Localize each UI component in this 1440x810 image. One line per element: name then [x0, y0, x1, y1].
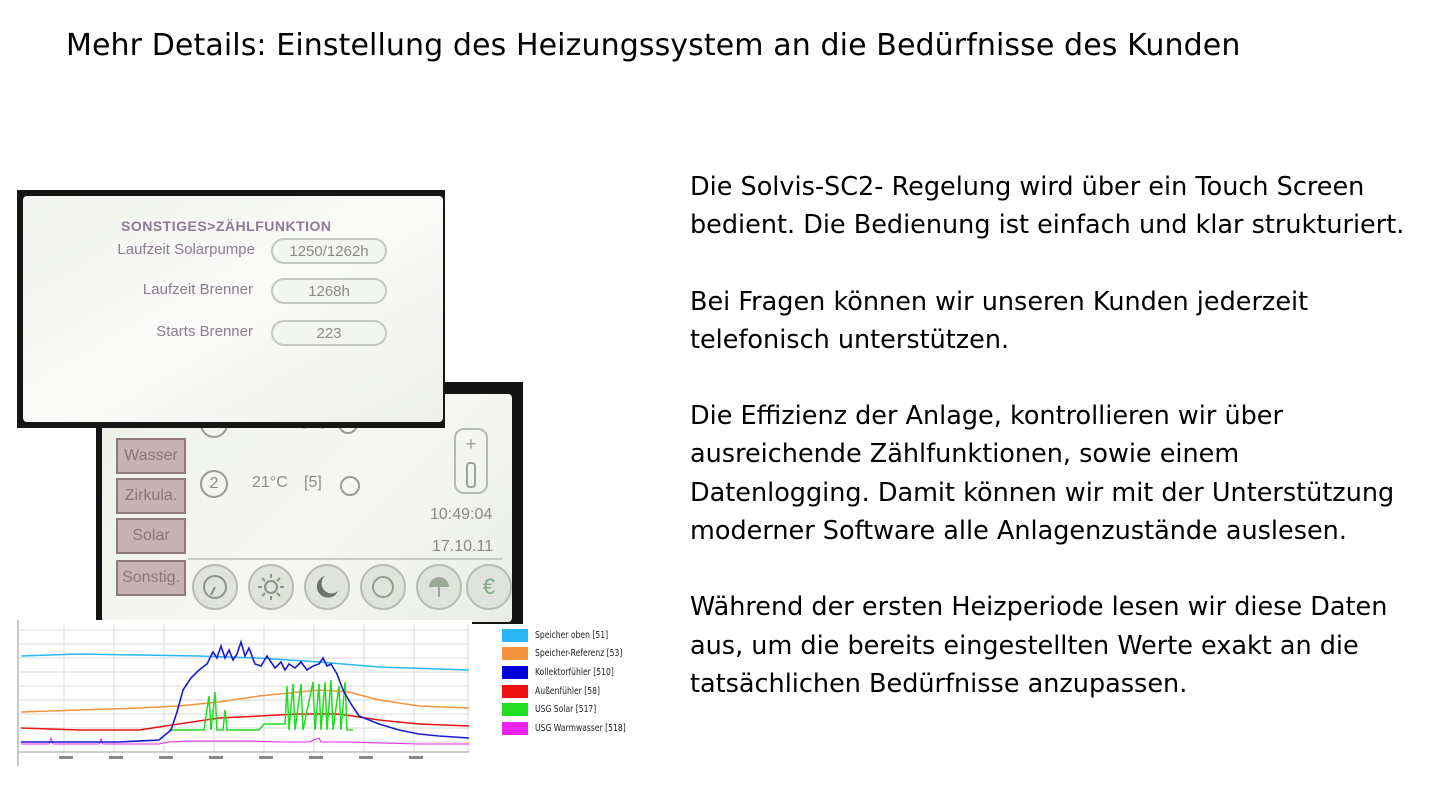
series-kollektorfuehler [21, 642, 469, 742]
legend-item-aussenfuehler [502, 682, 672, 701]
menu-item-solar[interactable]: Solar [116, 518, 186, 554]
paragraph-heating-period: Während der ersten Heizperiode lesen wir diese Daten aus, um die bereits eingestellten Werte exakt an die tatsächlichen Bedürfnisse anzupassen. [690, 592, 1388, 699]
controller-screen-photo-counters [17, 190, 445, 428]
chart-legend [502, 626, 672, 738]
clock-icon [340, 476, 360, 496]
power-icon [369, 573, 397, 601]
divider [188, 558, 502, 560]
touch-screen-counters [23, 196, 443, 422]
label-burner-starts: Starts Brenner [156, 323, 253, 340]
legend-label: Speicher oben [51] [535, 629, 609, 641]
sun-icon [256, 572, 286, 602]
legend-item-speicher-oben [502, 626, 672, 645]
current-time: 10:49:04 [430, 506, 493, 523]
legend-label: Kollektorfühler [510] [535, 666, 614, 678]
series-usg-warmwasser [21, 738, 469, 744]
umbrella-button[interactable] [416, 564, 462, 610]
power-button[interactable] [360, 564, 406, 610]
current-date: 17.10.11 [432, 538, 494, 555]
moon-icon [313, 573, 341, 601]
paragraph-touchscreen: Die Solvis-SC2- Regelung wird über ein Touch Screen bedient. Die Bedienung ist einfach und klar strukturiert. [690, 172, 1405, 241]
euro-icon: € [482, 574, 496, 599]
legend-item-kollektorfuehler [502, 663, 672, 682]
data-log-plot [19, 620, 472, 766]
label-runtime-solar-pump: Laufzeit Solarpumpe [117, 241, 255, 258]
series-speicher-referenz [21, 690, 469, 712]
legend-label: Außenfühler [58] [535, 685, 600, 697]
clock-button[interactable] [192, 564, 238, 610]
thermometer-gauge-icon [466, 462, 476, 488]
legend-swatch [502, 722, 528, 735]
legend-swatch [502, 647, 528, 660]
legend-swatch [502, 629, 528, 642]
legend-swatch [502, 685, 528, 698]
legend-item-usg-warmwasser [502, 719, 672, 738]
screen-header: SONSTIGES>ZÄHLFUNKTION [121, 218, 332, 234]
series-usg-solar [169, 680, 353, 730]
menu-item-wasser[interactable]: Wasser [116, 438, 186, 474]
value-burner-starts: 223 [271, 320, 387, 346]
euro-button[interactable] [466, 564, 512, 610]
touch-screen-main [102, 394, 512, 622]
legend-item-usg-solar [502, 700, 672, 719]
value-runtime-burner: 1268h [271, 278, 387, 304]
data-log-chart [17, 620, 472, 766]
plus-icon[interactable]: + [465, 433, 477, 454]
legend-swatch [502, 666, 528, 679]
circuit-2-temp: 21°C [252, 474, 288, 491]
paragraph-efficiency: Die Effizienz der Anlage, kontrollieren wir über ausreichende Zählfunktionen, sowie einem Datenlogging. Damit können wir mit der Unterstützung moderner Software alle Anlagenzustände auslesen. [690, 401, 1395, 547]
legend-item-speicher-referenz [502, 645, 672, 664]
menu-item-zirkulation[interactable]: Zirkula. [116, 478, 186, 514]
description-text [690, 168, 1420, 741]
legend-label: Speicher-Referenz [53] [535, 648, 623, 660]
circuit-2-badge[interactable]: 2 [200, 470, 228, 498]
moon-button[interactable] [304, 564, 350, 610]
sun-button[interactable] [248, 564, 294, 610]
label-runtime-burner: Laufzeit Brenner [142, 281, 253, 298]
legend-label: USG Solar [517] [535, 704, 597, 716]
umbrella-icon [425, 573, 453, 601]
paragraph-support: Bei Fragen können wir unseren Kunden jederzeit telefonisch unterstützen. [690, 286, 1309, 355]
clock-icon [201, 573, 229, 601]
menu-item-sonstiges[interactable]: Sonstig. [116, 560, 186, 596]
page-title: Mehr Details: Einstellung des Heizungssystem an die Bedürfnisse des Kunden [66, 28, 1241, 63]
legend-swatch [502, 703, 528, 716]
thermometer-icon[interactable] [454, 428, 488, 494]
value-runtime-solar-pump: 1250/1262h [271, 238, 387, 264]
legend-label: USG Warmwasser [518] [535, 722, 626, 734]
circuit-2-level: [5] [304, 474, 322, 491]
